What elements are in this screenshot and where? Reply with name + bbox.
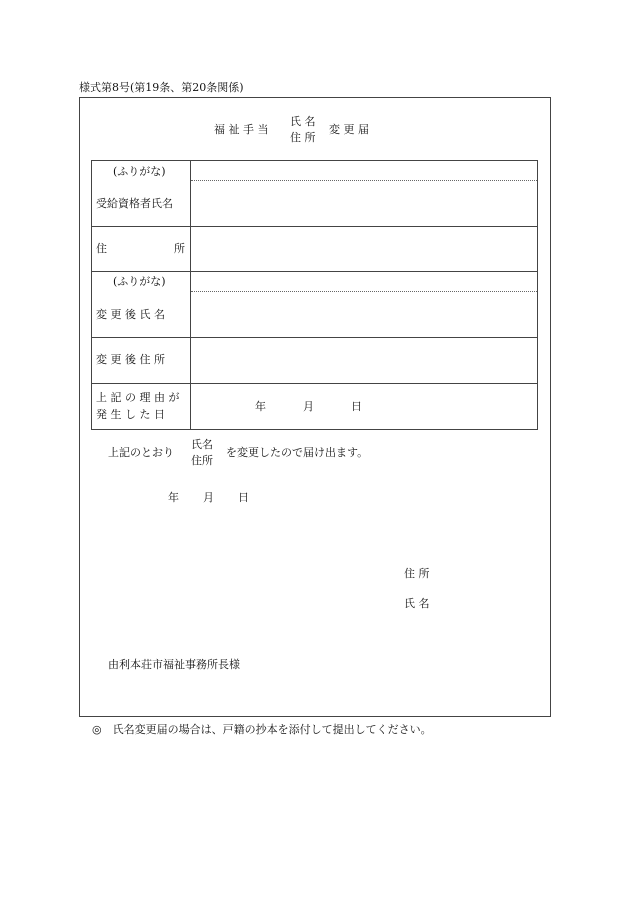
table-border-right [537, 160, 538, 430]
new-name-furigana-field[interactable] [191, 272, 537, 291]
row-divider [91, 383, 538, 384]
addressee: 由利本荘市福祉事務所長様 [108, 658, 240, 671]
recipient-furigana-field[interactable] [191, 161, 537, 180]
new-name-label: 変 更 後 氏 名 [96, 308, 165, 321]
submission-year: 年 [168, 491, 179, 504]
address-label-right: 所 [174, 242, 185, 255]
furigana-label: (ふりがな) [113, 165, 166, 178]
note: ◎ 氏名変更届の場合は、戸籍の抄本を添付して提出してください。 [92, 723, 432, 736]
statement-option-name: 氏名 [191, 438, 213, 451]
occurrence-date-month: 月 [303, 400, 314, 413]
new-name-field[interactable] [191, 292, 537, 337]
recipient-name-field[interactable] [191, 181, 537, 226]
furigana-label: (ふりがな) [113, 275, 166, 288]
statement-prefix: 上記のとおり [108, 446, 174, 459]
occurrence-date-year: 年 [255, 400, 266, 413]
address-field[interactable] [191, 227, 537, 271]
title-suffix: 変 更 届 [329, 123, 369, 136]
statement-suffix: を変更したので届け出ます。 [226, 446, 369, 459]
title-option-address: 住 所 [290, 131, 316, 144]
submission-month: 月 [203, 491, 214, 504]
submission-day: 日 [238, 491, 249, 504]
occurrence-date-day: 日 [351, 400, 362, 413]
table-border-left [91, 160, 92, 430]
new-address-field[interactable] [191, 338, 537, 383]
applicant-address-label: 住 所 [404, 567, 430, 580]
recipient-name-label: 受給資格者氏名 [96, 197, 173, 210]
table-border-bottom [91, 429, 538, 430]
applicant-name-label: 氏 名 [404, 597, 430, 610]
statement-option-address: 住所 [191, 454, 213, 467]
address-label-left: 住 [96, 242, 107, 255]
new-address-label: 変 更 後 住 所 [96, 353, 165, 366]
title-option-name: 氏 名 [290, 115, 316, 128]
form-number: 様式第8号(第19条、第20条関係) [79, 81, 244, 94]
title-prefix: 福 祉 手 当 [214, 123, 269, 136]
occurrence-date-label-line2: 発 生 し た 日 [96, 408, 165, 421]
occurrence-date-label-line1: 上 記 の 理 由 が [96, 391, 180, 404]
